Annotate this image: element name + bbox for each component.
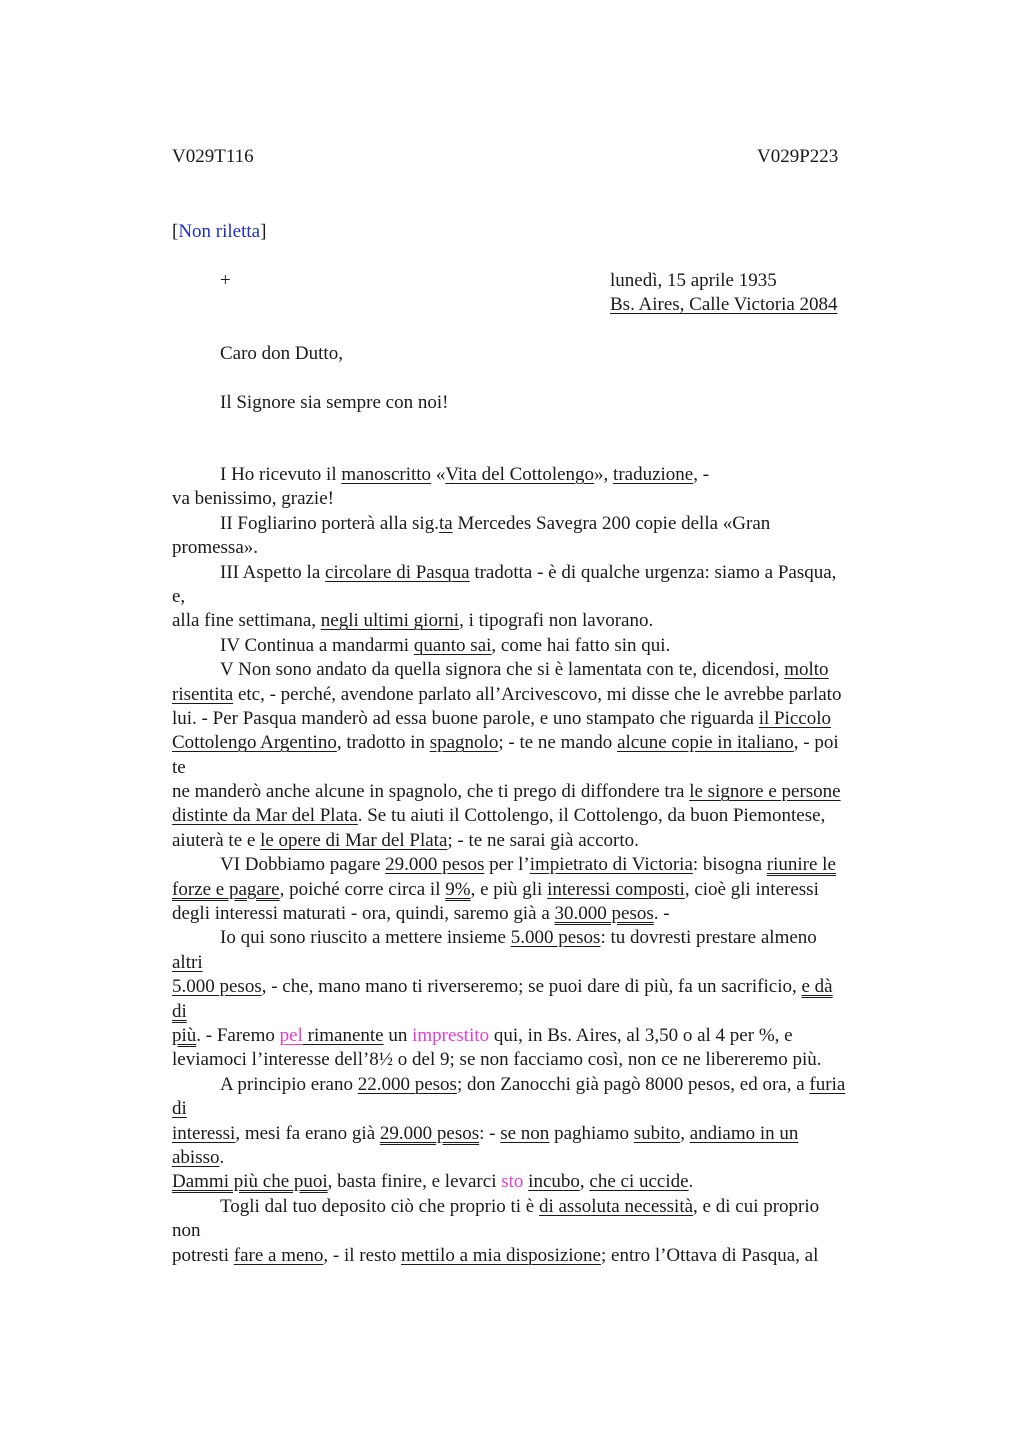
text-segment: 30.000 pesos — [554, 903, 654, 925]
text-segment: 29.000 pesos — [385, 854, 485, 876]
text-segment: , e più gli — [470, 878, 548, 900]
text-segment: riunire le — [766, 854, 836, 876]
text-segment: subito — [633, 1122, 681, 1144]
text-line — [172, 951, 912, 975]
header-right-code: V029P223 — [757, 146, 839, 167]
text-segment: , cioè gli interessi — [684, 878, 819, 900]
text-segment: ta — [438, 512, 453, 534]
text-segment: le opere di Mar del Plata — [260, 829, 448, 851]
text-segment: leviamoci l’interesse dell’8½ o del 9; se non facciamo così, non ce ne libereremo più. — [172, 1049, 822, 1071]
text-segment: e, — [172, 585, 186, 607]
status-note: [Non riletta] — [172, 221, 267, 242]
text-line — [172, 585, 912, 609]
text-segment: V Non sono andato da quella signora che si è lamentata con te, dicendosi, — [220, 659, 785, 681]
text-line — [172, 1195, 912, 1219]
text-segment: ; - te ne sarai già accorto. — [447, 829, 639, 851]
cross-mark: + — [220, 270, 231, 291]
text-segment: interessi — [172, 1122, 236, 1144]
text-segment: : bisogna — [692, 854, 767, 876]
text-segment: pel — [279, 1024, 303, 1046]
text-segment: , - poi — [793, 732, 839, 754]
text-segment: sto — [501, 1171, 524, 1193]
text-segment: ; - te ne mando — [498, 732, 618, 754]
text-segment: abisso — [172, 1146, 220, 1168]
text-segment: interessi composti — [547, 878, 685, 900]
text-segment: , poiché corre circa il — [279, 878, 446, 900]
text-segment: di assoluta necessità — [538, 1195, 694, 1217]
text-segment: altri — [172, 951, 203, 973]
text-line — [172, 853, 912, 877]
text-line — [172, 536, 912, 560]
text-segment: , basta finire, e levarci — [327, 1171, 502, 1193]
text-segment: II Fogliarino porterà alla sig. — [220, 512, 439, 534]
text-segment: spagnolo — [429, 732, 499, 754]
text-segment: Cottolengo Argentino — [172, 732, 337, 754]
text-segment: tradotta - è di qualche urgenza: siamo a Pasqua, — [469, 561, 837, 583]
text-segment: impietrato di Victoria — [529, 854, 693, 876]
text-line — [172, 463, 912, 487]
text-segment: degli interessi maturati - ora, quindi, saremo già a — [172, 903, 555, 925]
text-segment: , - — [693, 464, 710, 485]
text-segment: le signore e persone — [689, 781, 841, 803]
text-line — [172, 1073, 912, 1097]
text-line — [172, 1146, 912, 1170]
text-segment: etc, - perché, avendone parlato all’Arcivescovo, mi disse che le avrebbe parlato — [233, 683, 842, 705]
text-line — [172, 512, 912, 536]
text-segment: potresti — [172, 1244, 234, 1266]
text-segment: , — [680, 1122, 690, 1144]
text-line — [172, 926, 912, 950]
text-line — [172, 1219, 912, 1243]
text-segment: A principio erano — [220, 1073, 358, 1095]
text-segment: manoscritto — [341, 464, 432, 485]
text-segment: forze e pagare — [172, 878, 280, 900]
text-segment: te — [172, 756, 186, 778]
header-left-code: V029T116 — [172, 146, 254, 167]
text-segment: rimanente — [302, 1024, 384, 1046]
text-line — [172, 829, 912, 853]
text-segment: , — [579, 1171, 590, 1193]
text-line — [172, 634, 912, 658]
text-segment: . — [688, 1171, 694, 1193]
text-line — [172, 902, 912, 926]
text-segment: e dà — [801, 976, 833, 998]
text-segment: imprestito — [412, 1024, 490, 1046]
text-segment: 22.000 pesos — [357, 1073, 457, 1095]
text-segment: qui, in Bs. Aires, al 3,50 o al 4 per %, e — [489, 1024, 793, 1046]
text-segment: va benissimo, grazie! — [172, 488, 334, 510]
text-segment: IV Continua a mandarmi — [220, 634, 414, 656]
text-line — [172, 756, 912, 780]
text-line — [172, 609, 912, 633]
text-segment: , i tipografi non lavorano. — [459, 610, 654, 632]
text-line — [172, 1097, 912, 1121]
text-segment: », — [594, 464, 614, 485]
salutation: Il Signore sia sempre con noi! — [220, 392, 449, 413]
text-segment: il Piccolo — [758, 707, 832, 729]
text-segment: traduzione — [613, 464, 694, 485]
text-segment: paghiamo — [549, 1122, 634, 1144]
text-segment: , mesi fa erano già — [235, 1122, 380, 1144]
text-segment: , e di cui proprio — [693, 1195, 820, 1217]
text-segment: fare a meno — [233, 1244, 324, 1266]
text-segment: risentita — [172, 683, 234, 705]
text-segment: : - — [479, 1122, 501, 1144]
text-segment: 5.000 pesos — [510, 927, 601, 949]
text-line — [172, 1244, 912, 1268]
text-line — [172, 707, 912, 731]
text-segment: Vita del Cottolengo — [445, 464, 595, 485]
text-segment: III Aspetto la — [220, 561, 326, 583]
text-line — [172, 731, 912, 755]
text-segment: . — [219, 1146, 225, 1168]
text-segment: : tu dovresti prestare almeno — [600, 927, 817, 949]
text-segment: . Se tu aiuti il Cottolengo, il Cottolengo, da buon Piemontese, — [357, 805, 826, 827]
text-segment: andiamo in un — [689, 1122, 799, 1144]
text-segment: , - che, mano mano ti riverseremo; se puoi dare di più, fa un sacrificio, — [261, 976, 802, 998]
text-segment: Togli dal tuo deposito ciò che proprio ti è — [220, 1195, 539, 1217]
text-segment: di — [172, 1098, 187, 1120]
text-segment: ne manderò anche alcune in spagnolo, che ti prego di diffondere tra — [172, 781, 690, 803]
text-segment: alla fine settimana, — [172, 610, 321, 632]
text-segment: alcune copie in italiano — [617, 732, 794, 754]
text-segment: , come hai fatto sin qui. — [491, 634, 671, 656]
text-segment: 29.000 pesos — [379, 1122, 480, 1144]
text-segment: 9% — [445, 878, 471, 900]
text-segment: per l’ — [484, 854, 530, 876]
text-segment: che ci uccide — [589, 1171, 689, 1193]
text-segment: un — [383, 1024, 413, 1046]
letter-address: Bs. Aires, Calle Victoria 2084 — [610, 294, 838, 315]
text-line — [172, 1048, 912, 1072]
text-segment: negli ultimi giorni — [320, 610, 460, 632]
text-segment: Dammi più che puoi — [172, 1171, 328, 1193]
text-segment: , - il resto — [323, 1244, 401, 1266]
text-line — [172, 878, 912, 902]
text-segment: incubo — [528, 1171, 580, 1193]
text-line — [172, 487, 912, 511]
text-line — [172, 780, 912, 804]
text-segment: circolare di Pasqua — [325, 561, 470, 583]
text-line — [172, 561, 912, 585]
text-line — [172, 804, 912, 828]
text-segment: Io qui sono riuscito a mettere insieme — [220, 927, 511, 949]
text-segment: molto — [784, 659, 829, 681]
text-segment: Mercedes Savegra 200 copie della «Gran — [452, 512, 771, 534]
text-segment: , tradotto in — [336, 732, 430, 754]
text-line — [172, 658, 912, 682]
text-segment: lui. - Per Pasqua manderò ad essa buone parole, e uno stampato che riguarda — [172, 707, 759, 729]
letter-date: lunedì, 15 aprile 1935 — [610, 270, 777, 291]
text-line — [172, 975, 912, 999]
greeting: Caro don Dutto, — [220, 343, 343, 364]
text-segment: « — [431, 464, 446, 485]
text-segment: quanto sai — [413, 634, 492, 656]
status-label: Non riletta — [178, 221, 261, 242]
text-segment: ; entro l’Ottava di Pasqua, al — [601, 1244, 819, 1266]
text-segment: di — [172, 1000, 187, 1022]
text-line — [172, 1024, 912, 1048]
text-segment: furia — [809, 1073, 846, 1095]
text-segment: non — [172, 1220, 201, 1242]
letter-body — [172, 463, 912, 1268]
text-segment: aiuterà te e — [172, 829, 261, 851]
text-line — [172, 683, 912, 707]
text-segment: più — [172, 1024, 197, 1046]
text-segment: I Ho ricevuto il — [220, 464, 342, 485]
text-segment: promessa». — [172, 537, 259, 559]
text-line — [172, 1122, 912, 1146]
text-segment: ; don Zanocchi già pagò 8000 pesos, ed ora, a — [456, 1073, 810, 1095]
text-line — [172, 1170, 912, 1194]
text-segment: se non — [500, 1122, 550, 1144]
text-line — [172, 1000, 912, 1024]
text-segment: . - — [653, 903, 670, 925]
text-segment: . - Faremo — [196, 1024, 280, 1046]
text-segment: 5.000 pesos — [172, 976, 262, 998]
text-segment: mettilo a mia disposizione — [401, 1244, 601, 1266]
text-segment: VI Dobbiamo pagare — [220, 854, 386, 876]
text-segment: distinte da Mar del Plata — [172, 805, 358, 827]
